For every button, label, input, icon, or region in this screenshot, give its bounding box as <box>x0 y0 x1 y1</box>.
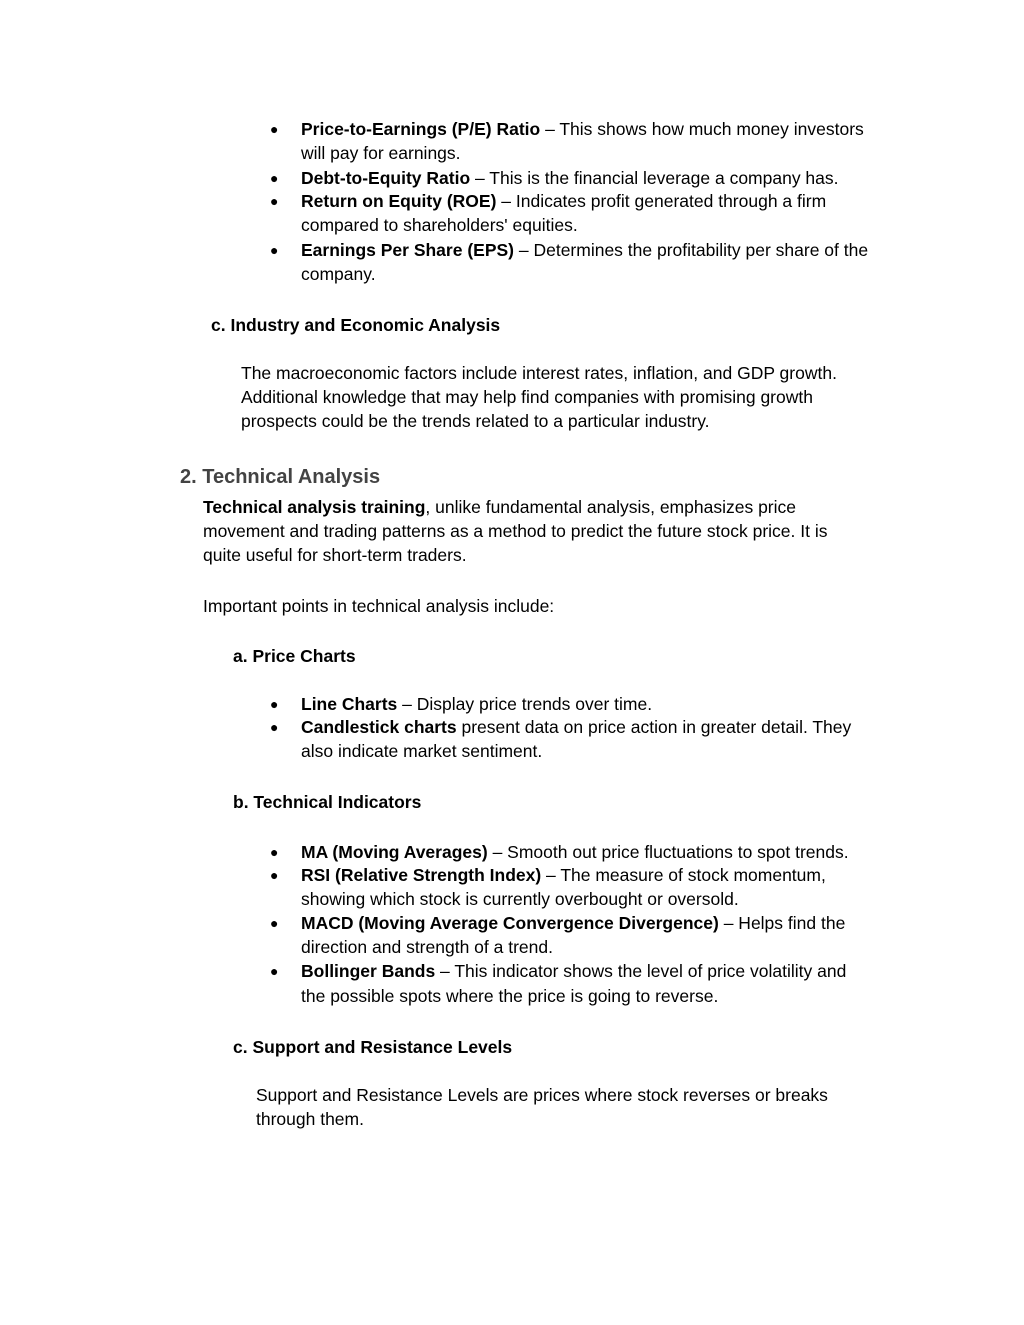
definition: – Helps find the <box>718 913 846 933</box>
term: Candlestick charts <box>301 717 457 737</box>
bullet-icon: ● <box>270 844 279 860</box>
term: Return on Equity (ROE) <box>301 191 497 211</box>
definition: – This shows how much money investors <box>540 119 864 139</box>
list-item <box>301 840 849 864</box>
bullet-icon: ● <box>270 696 279 712</box>
paragraph-line: prospects could be the trends related to a particular industry. <box>241 411 710 431</box>
section-heading: c. Support and Resistance Levels <box>233 1037 513 1057</box>
list-item <box>301 715 851 739</box>
definition: – This indicator shows the level of price volatility and <box>435 961 847 981</box>
page-heading: 2. Technical Analysis <box>180 466 381 488</box>
bullet-icon: ● <box>270 915 279 931</box>
bullet-icon: ● <box>270 242 279 258</box>
paragraph-line: Important points in technical analysis include: <box>203 596 555 616</box>
bullet-icon: ● <box>270 193 279 209</box>
term: MA (Moving Averages) <box>301 842 488 862</box>
intro-text: , unlike fundamental analysis, emphasizes price <box>425 497 797 517</box>
intro-term: Technical analysis training <box>203 497 426 517</box>
definition: – Determines the profitability per share of the <box>514 240 869 260</box>
list-item-continuation: also indicate market sentiment. <box>301 741 543 761</box>
paragraph-line: The macroeconomic factors include interest rates, inflation, and GDP growth. <box>241 363 837 383</box>
bullet-icon: ● <box>270 963 279 979</box>
paragraph-line: movement and trading patterns as a method to predict the future stock price. It is <box>203 521 828 541</box>
definition: present data on price action in greater detail. They <box>456 717 852 737</box>
paragraph-line: Additional knowledge that may help find companies with promising growth <box>241 387 813 407</box>
term: Debt-to-Equity Ratio <box>301 168 471 188</box>
definition: – Display price trends over time. <box>397 694 653 714</box>
paragraph-line: quite useful for short-term traders. <box>203 545 467 565</box>
list-item <box>301 189 826 213</box>
list-item <box>301 911 845 935</box>
term: MACD (Moving Average Convergence Divergence) <box>301 913 719 933</box>
paragraph-line <box>203 495 796 519</box>
bullet-icon: ● <box>270 170 279 186</box>
definition: – The measure of stock momentum, <box>541 865 826 885</box>
list-item-continuation: the possible spots where the price is going to reverse. <box>301 986 719 1006</box>
section-heading: b. Technical Indicators <box>233 792 422 812</box>
term: Bollinger Bands <box>301 961 436 981</box>
bullet-icon: ● <box>270 719 279 735</box>
definition: – Smooth out price fluctuations to spot trends. <box>487 842 849 862</box>
list-item <box>301 238 868 262</box>
list-item <box>301 863 826 887</box>
list-item <box>301 692 652 716</box>
term: RSI (Relative Strength Index) <box>301 865 542 885</box>
list-item <box>301 117 864 141</box>
term: Price-to-Earnings (P/E) Ratio <box>301 119 541 139</box>
section-heading: a. Price Charts <box>233 646 356 666</box>
bullet-icon: ● <box>270 867 279 883</box>
definition: – This is the financial leverage a company has. <box>470 168 839 188</box>
list-item-continuation: direction and strength of a trend. <box>301 937 553 957</box>
list-item <box>301 166 839 190</box>
list-item <box>301 959 846 983</box>
paragraph-line: through them. <box>256 1109 364 1129</box>
list-item-continuation: compared to shareholders' equities. <box>301 215 578 235</box>
term: Earnings Per Share (EPS) <box>301 240 514 260</box>
section-heading: c. Industry and Economic Analysis <box>211 315 501 335</box>
list-item-continuation: will pay for earnings. <box>301 143 461 163</box>
definition: – Indicates profit generated through a firm <box>496 191 827 211</box>
list-item-continuation: showing which stock is currently overbought or oversold. <box>301 889 739 909</box>
bullet-icon: ● <box>270 121 279 137</box>
term: Line Charts <box>301 694 398 714</box>
paragraph-line: Support and Resistance Levels are prices where stock reverses or breaks <box>256 1085 828 1105</box>
list-item-continuation: company. <box>301 264 376 284</box>
